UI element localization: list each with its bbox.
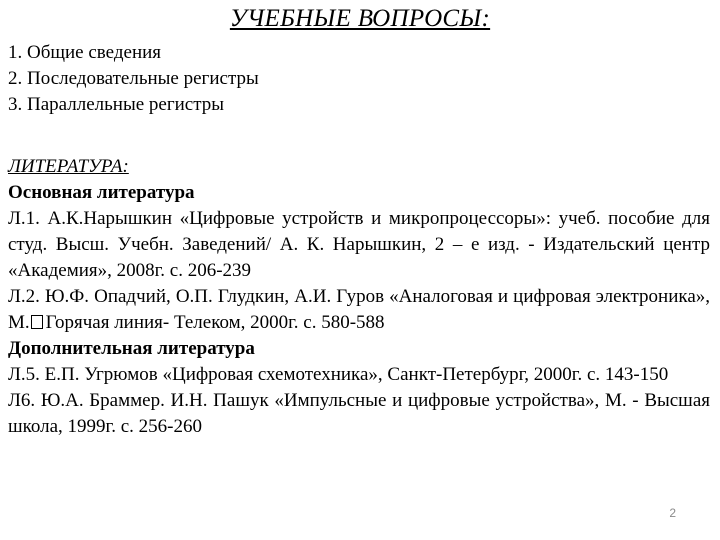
question-item: 2. Последовательные регистры (8, 68, 259, 89)
additional-literature-heading: Дополнительная литература (8, 338, 255, 359)
main-literature-heading: Основная литература (8, 182, 195, 203)
reference-item: Л.5. Е.П. Угрюмов «Цифровая схемотехника», Санкт-Петербург, 2000г. с. 143-150 (8, 364, 669, 385)
literature-heading: ЛИТЕРАТУРА: (8, 156, 129, 177)
reference-item: Л.1. А.К.Нарышкин «Цифровые устройств и микропроцессоры»: учеб. пособие для студ. Высш. Учебн. Заведений/ А. К. Нарышкин, 2 – е изд. - Издательский центр «Академия», 2008г. с. 206-239 (8, 208, 710, 281)
reference-item (8, 284, 710, 336)
missing-glyph-box-icon (31, 315, 43, 329)
literature-section (8, 154, 710, 440)
slide-title: УЧЕБНЫЕ ВОПРОСЫ: (229, 5, 491, 32)
reference-text: Л.2. Ю.Ф. Опадчий, О.П. Глудкин, А.И. Гуров «Аналоговая и цифровая электроника», М. (8, 286, 710, 333)
questions-list (8, 40, 259, 118)
reference-item: Л6. Ю.А. Браммер. И.Н. Пашук «Импульсные и цифровые устройства», М. - Высшая школа, 1999г. с. 256-260 (8, 390, 710, 437)
page-number: 2 (669, 506, 676, 520)
question-item: 3. Параллельные регистры (8, 94, 225, 115)
question-item: 1. Общие сведения (8, 42, 162, 63)
reference-text: Горячая линия- Телеком, 2000г. с. 580-588 (45, 312, 385, 333)
